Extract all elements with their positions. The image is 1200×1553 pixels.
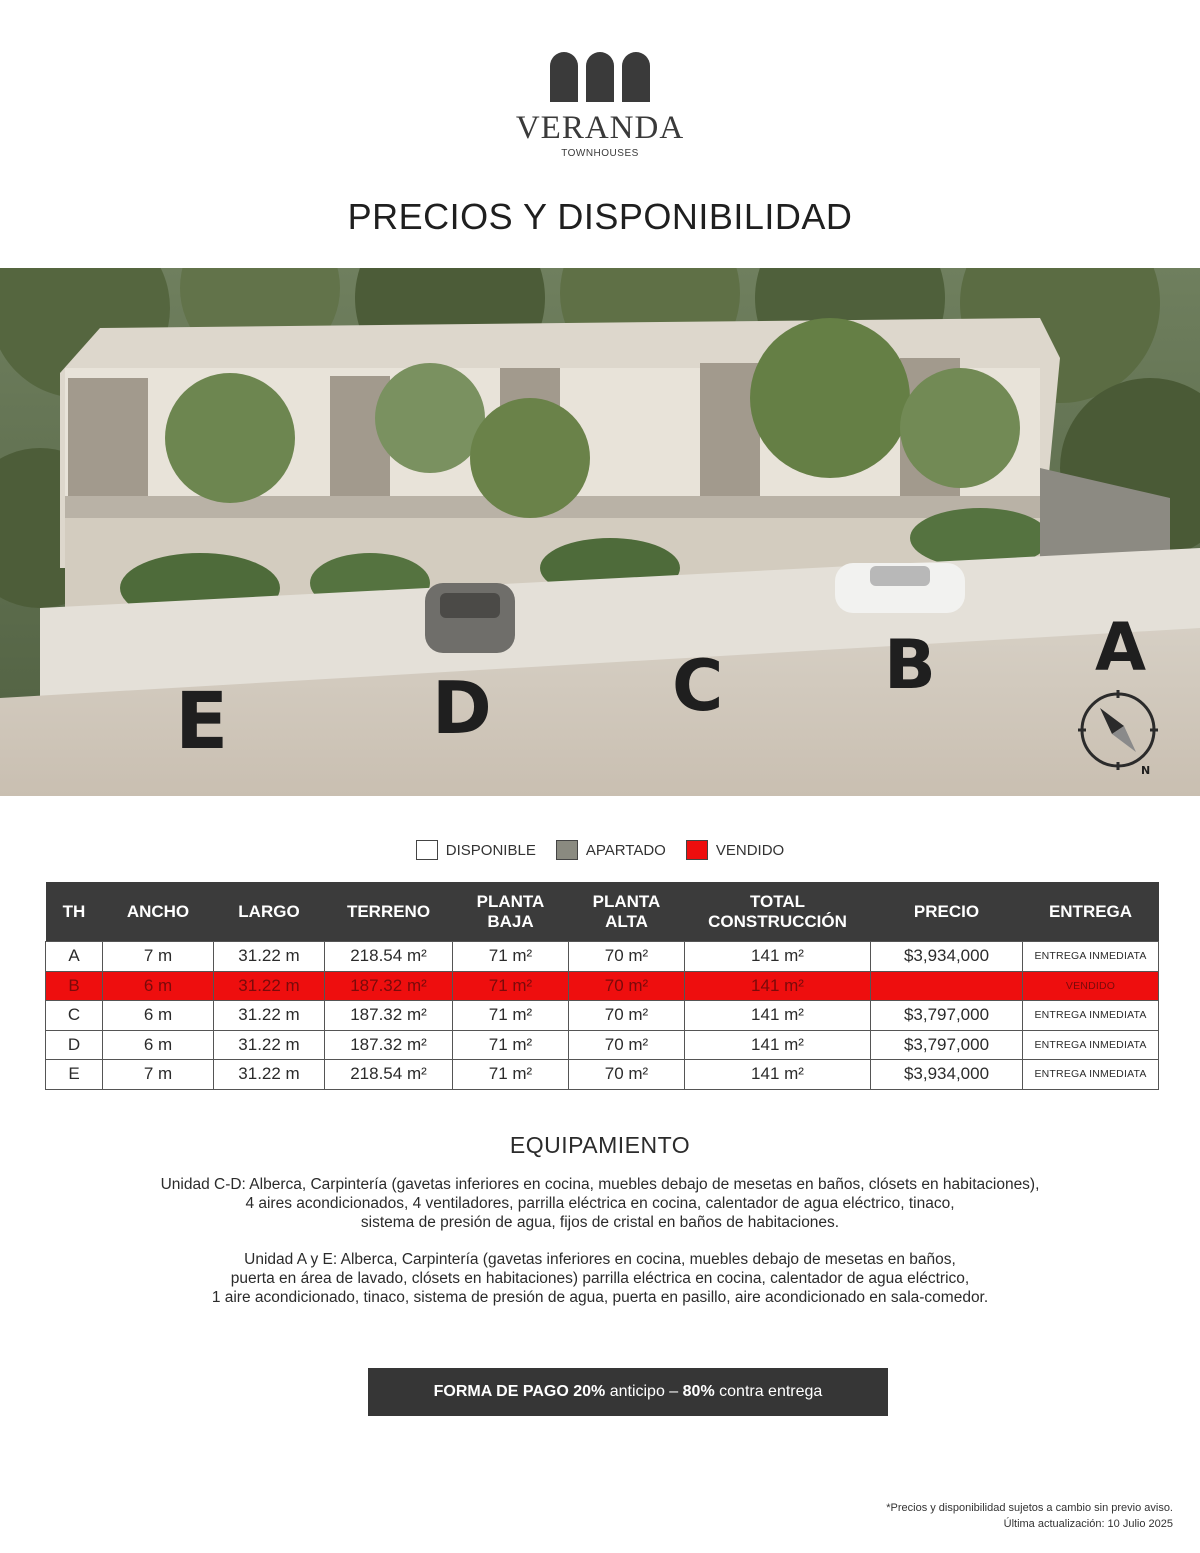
text-line: 1 aire acondicionado, tinaco, sistema de presión de agua, puerta en pasillo, aire acondicionado en sala-comedor. (211, 1289, 989, 1306)
cell-precio: $3,934,000 (871, 942, 1023, 972)
equipamiento-unidad-cd (60, 1175, 1140, 1232)
cell-largo: 31.22 m (214, 1030, 325, 1060)
unit-letter-d: D (432, 666, 492, 750)
cell-terreno: 187.32 m² (325, 971, 453, 1001)
equipamiento-unidad-ae (60, 1250, 1140, 1307)
cell-planta-baja: 71 m² (453, 1030, 569, 1060)
cell-planta-alta: 70 m² (569, 1030, 685, 1060)
cell-total: 141 m² (685, 1060, 871, 1090)
legend-swatch-vendido (686, 840, 708, 860)
disclaimer-text: *Precios y disponibilidad sujetos a cambio sin previo aviso. (886, 1502, 1173, 1514)
unit-letter-a: A (1095, 609, 1147, 686)
table-row (46, 1030, 1159, 1060)
legend-label: APARTADO (585, 841, 666, 859)
compass-north-label: N (1141, 764, 1151, 777)
cell-planta-baja: 71 m² (453, 1001, 569, 1031)
unit-letter-b: B (884, 626, 936, 705)
cell-entrega: ENTREGA INMEDIATA (1023, 1060, 1159, 1090)
column-header: ENTREGA (1023, 882, 1159, 942)
cell-planta-baja: 71 m² (453, 1060, 569, 1090)
cell-ancho: 6 m (103, 971, 214, 1001)
text-line: 4 aires acondicionados, 4 ventiladores, parrilla eléctrica en cocina, calentador de agua eléctrico, tinaco, (245, 1195, 955, 1212)
cell-th: C (46, 1001, 103, 1031)
cell-ancho: 6 m (103, 1001, 214, 1031)
brand-logo (0, 46, 1200, 159)
cell-planta-alta: 70 m² (569, 971, 685, 1001)
legend-label: DISPONIBLE (445, 841, 536, 859)
cell-largo: 31.22 m (214, 942, 325, 972)
cell-planta-baja: 71 m² (453, 971, 569, 1001)
cell-ancho: 6 m (103, 1030, 214, 1060)
cell-precio: $3,934,000 (871, 1060, 1023, 1090)
payment-delivery-pct: 80% (682, 1383, 715, 1400)
prices-table (45, 882, 1159, 1090)
last-updated-text: Última actualización: 10 Julio 2025 (1003, 1518, 1173, 1530)
cell-terreno: 187.32 m² (325, 1030, 453, 1060)
availability-legend (0, 840, 1200, 860)
cell-largo: 31.22 m (214, 971, 325, 1001)
payment-terms-banner (368, 1368, 888, 1416)
cell-planta-alta: 70 m² (569, 1060, 685, 1090)
table-row (46, 942, 1159, 972)
footnote (886, 1500, 1173, 1532)
payment-down-text: anticipo – (609, 1383, 679, 1400)
cell-entrega: ENTREGA INMEDIATA (1023, 1001, 1159, 1031)
arches-logo-icon (548, 46, 652, 107)
legend-apartado (556, 840, 666, 860)
legend-vendido (686, 840, 784, 860)
cell-th: E (46, 1060, 103, 1090)
cell-th: D (46, 1030, 103, 1060)
cell-th: A (46, 942, 103, 972)
cell-ancho: 7 m (103, 1060, 214, 1090)
cell-total: 141 m² (685, 1001, 871, 1031)
cell-ancho: 7 m (103, 942, 214, 972)
cell-terreno: 218.54 m² (325, 1060, 453, 1090)
equipamiento-title: EQUIPAMIENTO (509, 1132, 691, 1158)
text-line: Unidad C-D: Alberca, Carpintería (gavetas inferiores en cocina, muebles debajo de mesetas en baños, clósets en habitaciones), (160, 1176, 1040, 1193)
cell-precio: $3,797,000 (871, 1001, 1023, 1031)
cell-largo: 31.22 m (214, 1001, 325, 1031)
cell-entrega: VENDIDO (1023, 971, 1159, 1001)
column-header: PRECIO (871, 882, 1023, 942)
column-header: TOTAL CONSTRUCCIÓN (685, 882, 871, 942)
legend-swatch-disponible (416, 840, 438, 860)
cell-entrega: ENTREGA INMEDIATA (1023, 1030, 1159, 1060)
cell-total: 141 m² (685, 942, 871, 972)
column-header: TH (46, 882, 103, 942)
cell-total: 141 m² (685, 1030, 871, 1060)
cell-precio (871, 971, 1023, 1001)
cell-terreno: 218.54 m² (325, 942, 453, 972)
text-line: sistema de presión de agua, fijos de cristal en baños de habitaciones. (360, 1214, 840, 1231)
cell-total: 141 m² (685, 971, 871, 1001)
legend-swatch-apartado (556, 840, 578, 860)
legend-disponible (416, 840, 536, 860)
table-row (46, 1001, 1159, 1031)
cell-planta-alta: 70 m² (569, 942, 685, 972)
cell-precio: $3,797,000 (871, 1030, 1023, 1060)
cell-th: B (46, 971, 103, 1001)
unit-letter-e: E (175, 677, 229, 767)
text-line: puerta en área de lavado, clósets en habitaciones) parrilla eléctrica en cocina, calentador de agua eléctrico, (230, 1270, 970, 1287)
column-header: PLANTA ALTA (569, 882, 685, 942)
unit-letter-c: C (672, 645, 724, 727)
table-row (46, 1060, 1159, 1090)
text-line: Unidad A y E: Alberca, Carpintería (gavetas inferiores en cocina, muebles debajo de mesetas en baños, (244, 1251, 956, 1268)
legend-label: VENDIDO (715, 841, 785, 859)
column-header: TERRENO (325, 882, 453, 942)
column-header: PLANTA BAJA (453, 882, 569, 942)
payment-delivery-text: contra entrega (719, 1383, 823, 1400)
cell-entrega: ENTREGA INMEDIATA (1023, 942, 1159, 972)
brand-name: VERANDA (515, 110, 685, 146)
brand-subtitle: TOWNHOUSES (561, 148, 639, 159)
cell-terreno: 187.32 m² (325, 1001, 453, 1031)
table-row (46, 971, 1159, 1001)
payment-label: FORMA DE PAGO (433, 1383, 569, 1400)
column-header: LARGO (214, 882, 325, 942)
column-header: ANCHO (103, 882, 214, 942)
page-title: PRECIOS Y DISPONIBILIDAD (347, 196, 853, 237)
table-header-row (46, 882, 1159, 942)
cell-largo: 31.22 m (214, 1060, 325, 1090)
townhouses-render-image (0, 268, 1200, 796)
payment-down-pct: 20% (573, 1383, 606, 1400)
cell-planta-baja: 71 m² (453, 942, 569, 972)
cell-planta-alta: 70 m² (569, 1001, 685, 1031)
